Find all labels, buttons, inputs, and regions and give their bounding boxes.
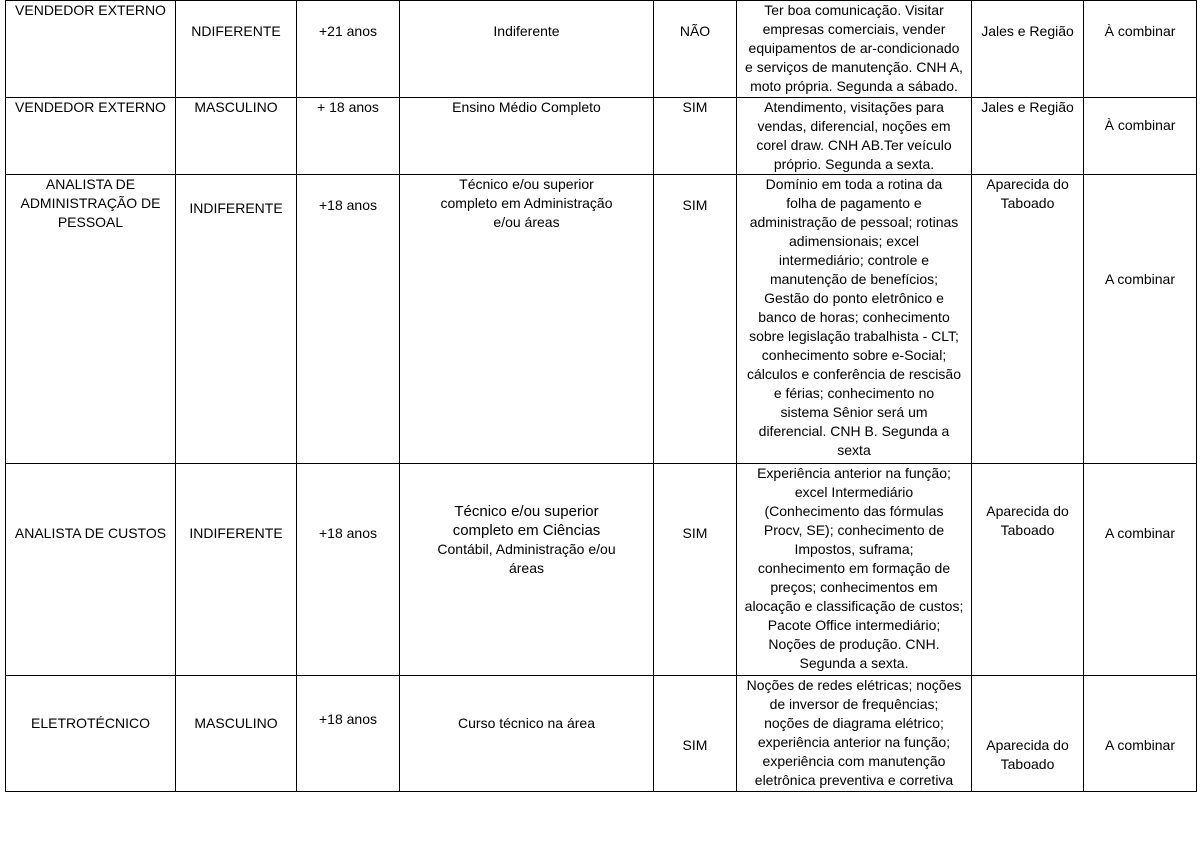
location-cell <box>972 98 1084 175</box>
experience-cell: SIM <box>654 98 737 175</box>
requirements-line: excel Intermediário <box>794 484 914 500</box>
education-line: áreas <box>508 560 545 576</box>
table-row <box>6 676 1197 792</box>
requirements-line: noções de diagrama elétrico; <box>764 715 944 731</box>
job-title-cell <box>6 464 176 676</box>
requirements-line: sistema Sênior será um <box>780 404 928 420</box>
requirements-line: Domínio em toda a rotina da <box>765 176 943 192</box>
job-title: ADMINISTRAÇÃO DE <box>20 195 161 211</box>
requirements-line: e serviços de manutenção. CNH A, <box>745 59 963 75</box>
requirements-line: experiência com manutenção <box>762 753 946 769</box>
requirements-line: Ter boa comunicação. Visitar <box>764 2 944 18</box>
requirements-line: (Conhecimento das fórmulas <box>764 503 944 519</box>
requirements-line: sobre legislação trabalhista - CLT; <box>749 328 959 344</box>
requirements-line: conhecimento sobre e-Social; <box>761 347 947 363</box>
requirements-line: Procv, SE); conhecimento de <box>763 522 945 538</box>
table-row <box>6 98 1197 175</box>
requirements-line: experiência anterior na função; <box>757 734 951 750</box>
requirements-line: banco de horas; conhecimento <box>758 309 950 325</box>
location-line: Taboado <box>1000 195 1055 211</box>
gender-cell: MASCULINO <box>176 98 297 175</box>
education-line: completo em Administração <box>440 195 613 211</box>
education-line: e/ou áreas <box>493 214 560 230</box>
requirements-line: Noções de produção. CNH. <box>768 636 940 652</box>
requirements-line: Segunda a sexta. <box>799 655 909 671</box>
requirements-line: conhecimento em formação de <box>757 560 951 576</box>
gender-cell: NDIFERENTE <box>176 1 297 98</box>
requirements-cell <box>737 464 972 676</box>
requirements-line: equipamentos de ar-condicionado <box>748 40 960 56</box>
education-cell <box>400 175 654 464</box>
requirements-cell <box>737 98 972 175</box>
age-cell: +18 anos <box>297 676 400 792</box>
requirements-line: preços; conhecimentos em <box>770 579 938 595</box>
location-line: Taboado <box>1000 756 1055 772</box>
requirements-line: sexta <box>837 442 871 458</box>
education-line: Ensino Médio Completo <box>452 99 601 115</box>
requirements-line: vendas, diferencial, noções em <box>757 118 951 134</box>
requirements-line: de inversor de frequências; <box>769 696 939 712</box>
education-line: Técnico e/ou superior <box>454 503 599 520</box>
requirements-line: corel draw. CNH AB.Ter veículo <box>756 137 952 153</box>
requirements-cell <box>737 1 972 98</box>
job-title: VENDEDOR EXTERNO <box>15 99 166 115</box>
requirements-cell <box>737 676 972 792</box>
requirements-line: cálculos e conferência de rescisão <box>746 366 961 382</box>
location-line: Aparecida do <box>986 176 1069 192</box>
education-line: Contábil, Administração e/ou <box>437 541 616 557</box>
requirements-line: próprio. Segunda a sexta. <box>773 156 935 172</box>
education-cell <box>400 676 654 792</box>
age-cell: + 18 anos <box>297 98 400 175</box>
job-title: VENDEDOR EXTERNO <box>15 2 166 18</box>
salary-cell: A combinar <box>1084 175 1197 464</box>
gender-cell: INDIFERENTE <box>176 175 297 464</box>
education-line: Indiferente <box>493 23 560 39</box>
experience-cell: NÃO <box>654 1 737 98</box>
age-cell: +18 anos <box>297 464 400 676</box>
job-title: ANALISTA DE CUSTOS <box>14 525 167 541</box>
job-title-cell <box>6 1 176 98</box>
job-title-cell <box>6 175 176 464</box>
requirements-line: adimensionais; excel <box>789 233 919 249</box>
requirements-line: manutenção de benefícios; <box>769 271 939 287</box>
salary-cell: A combinar <box>1084 464 1197 676</box>
salary-cell: À combinar <box>1084 1 1197 98</box>
location-cell <box>972 175 1084 464</box>
location-line: Aparecida do <box>986 503 1069 519</box>
requirements-line: intermediário; controle e <box>778 252 930 268</box>
job-title: ELETROTÉCNICO <box>30 715 150 731</box>
location-cell <box>972 464 1084 676</box>
requirements-line: Pacote Office intermediário; <box>767 617 941 633</box>
experience-cell: SIM <box>654 464 737 676</box>
requirements-line: Experiência anterior na função; <box>757 465 951 481</box>
age-cell: +18 anos <box>297 175 400 464</box>
experience-cell: SIM <box>654 676 737 792</box>
location-line: Taboado <box>1000 522 1055 538</box>
location-cell <box>972 676 1084 792</box>
table-row <box>6 1 1197 98</box>
education-line: Curso técnico na área <box>458 715 595 731</box>
education-cell <box>400 1 654 98</box>
requirements-line: diferencial. CNH B. Segunda a <box>758 423 950 439</box>
location-line: Jales e Região <box>981 99 1074 115</box>
table-row <box>6 175 1197 464</box>
requirements-line: Gestão do ponto eletrônico e <box>764 290 944 306</box>
job-title-cell <box>6 676 176 792</box>
gender-cell: INDIFERENTE <box>176 464 297 676</box>
requirements-line: Impostos, suframa; <box>794 541 914 557</box>
education-line: Técnico e/ou superior <box>459 176 594 192</box>
salary-cell: À combinar <box>1084 98 1197 175</box>
salary-cell: A combinar <box>1084 676 1197 792</box>
job-openings-table <box>5 0 1197 792</box>
requirements-line: Noções de redes elétricas; noções <box>746 677 962 693</box>
requirements-cell <box>737 175 972 464</box>
requirements-line: eletrônica preventiva e corretiva <box>754 772 954 788</box>
requirements-line: empresas comerciais, vender <box>762 21 946 37</box>
location-cell <box>972 1 1084 98</box>
location-line: Aparecida do <box>986 737 1069 753</box>
job-title: ANALISTA DE <box>45 176 136 192</box>
requirements-line: folha de pagamento e <box>786 195 922 211</box>
education-line: completo em Ciências <box>452 522 601 539</box>
job-title: PESSOAL <box>57 214 124 230</box>
education-cell <box>400 98 654 175</box>
requirements-line: e férias; conhecimento no <box>773 385 935 401</box>
location-line: Jales e Região <box>981 23 1074 39</box>
gender-cell: MASCULINO <box>176 676 297 792</box>
requirements-line: administração de pessoal; rotinas <box>749 214 959 230</box>
education-cell <box>400 464 654 676</box>
job-title-cell <box>6 98 176 175</box>
age-cell: +21 anos <box>297 1 400 98</box>
requirements-line: alocação e classificação de custos; <box>744 598 964 614</box>
requirements-line: Atendimento, visitações para <box>764 99 944 115</box>
experience-cell: SIM <box>654 175 737 464</box>
table-row <box>6 464 1197 676</box>
requirements-line: moto própria. Segunda a sábado. <box>750 78 958 94</box>
